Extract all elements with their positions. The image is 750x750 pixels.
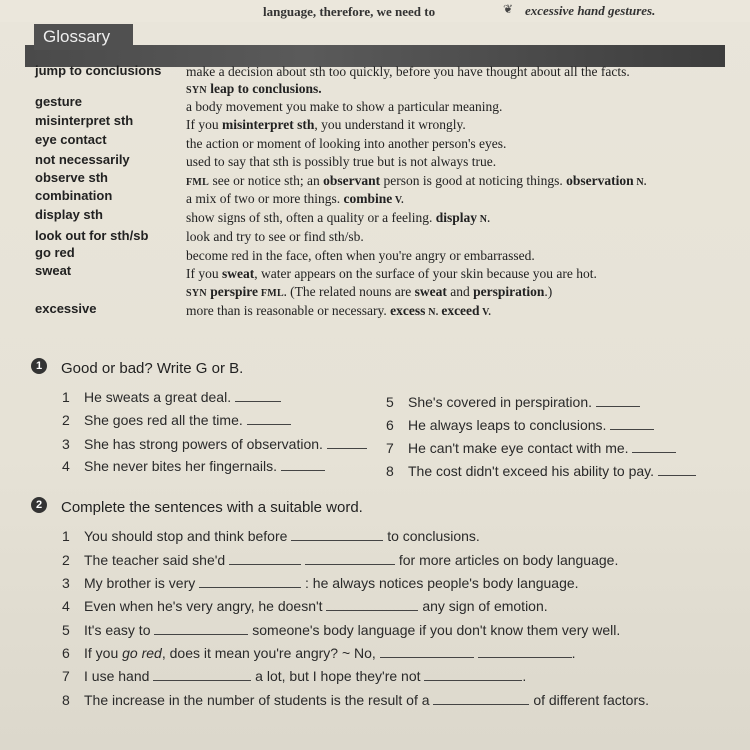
answer-blank[interactable] (658, 463, 696, 476)
def-text: .) (544, 284, 553, 299)
pos-tag: V. (479, 307, 492, 318)
ex2-item-4: 4 Even when he's very angry, he doesn't any sign of emotion. (62, 598, 548, 614)
def-bold: observation (566, 173, 634, 188)
glossary-term: go red (35, 245, 75, 260)
previous-text-right: excessive hand gestures. (525, 3, 656, 18)
glossary-title: Glossary (34, 24, 133, 50)
ex1-item-3: 3 She has strong powers of observation. (62, 436, 367, 452)
pos-tag: N. (633, 177, 647, 188)
exercise-1-number: 1 (31, 358, 47, 374)
glossary-definition: make a decision about sth too quickly, before you have thought about all the facts. (186, 64, 630, 79)
glossary-term: display sth (35, 207, 103, 222)
answer-blank[interactable] (380, 645, 474, 658)
ex2-item-1: 1 You should stop and think before to conclusions. (62, 528, 480, 544)
pos-tag: N. (477, 214, 491, 225)
answer-blank[interactable] (235, 389, 281, 402)
def-bold: sweat (222, 266, 255, 281)
glossary-term: gesture (35, 94, 82, 109)
pos-tag: V. (392, 195, 404, 206)
def-bold: perspire (210, 284, 259, 299)
ex2-item-3: 3 My brother is very : he always notices people's body language. (62, 575, 579, 591)
glossary-definition (186, 303, 491, 319)
ex1-item-7: 7 He can't make eye contact with me. (386, 440, 676, 456)
glossary-term: excessive (35, 301, 97, 316)
glossary-term: sweat (35, 263, 72, 278)
previous-text-left: language, therefore, we need to (263, 4, 436, 19)
answer-blank[interactable] (424, 668, 522, 681)
glossary-definition: a body movement you make to show a particular meaning. (186, 99, 503, 114)
glossary-definition (186, 210, 490, 226)
def-text: , water appears on the surface of your skin because you are hot. (254, 266, 597, 281)
answer-blank[interactable] (291, 528, 383, 541)
glossary-term: jump to conclusions (35, 63, 162, 78)
ex2-item-2: 2 The teacher said she'd for more articles on body language. (62, 552, 619, 568)
ex1-item-5: 5 She's covered in perspiration. (386, 394, 640, 410)
answer-blank[interactable] (305, 552, 395, 565)
exercise-1-title: Good or bad? Write G or B. (61, 360, 244, 377)
answer-blank[interactable] (247, 412, 291, 425)
def-bold: sweat (414, 284, 447, 299)
glossary-definition (186, 173, 647, 189)
def-text: and (446, 284, 474, 299)
glossary-definition: look and try to see or find sth/sb. (186, 229, 364, 244)
def-text: If you (186, 266, 222, 281)
glossary-term: not necessarily (35, 152, 130, 167)
answer-blank[interactable] (154, 622, 248, 635)
answer-blank[interactable] (326, 598, 418, 611)
glossary-term: observe sth (35, 170, 108, 185)
syn-label: SYN (186, 288, 207, 299)
answer-blank[interactable] (229, 552, 301, 565)
def-bold: excess (390, 303, 426, 318)
glossary-definition: used to say that sth is possibly true but is not always true. (186, 154, 497, 169)
def-bold: combine (343, 191, 393, 206)
fml-label: FML. (258, 288, 287, 299)
def-text: If you (186, 117, 222, 132)
glossary-definition (186, 266, 597, 282)
def-text: a mix of two or more things. (186, 191, 344, 206)
answer-blank[interactable] (478, 645, 572, 658)
glossary-definition (186, 81, 322, 97)
ex2-item-8: 8 The increase in the number of students is the result of a of different factors. (62, 692, 650, 708)
ex1-item-1: 1 He sweats a great deal. (62, 389, 281, 405)
synonym: leap to conclusions. (210, 81, 322, 96)
answer-blank[interactable] (632, 440, 676, 453)
ex1-item-8: 8 The cost didn't exceed his ability to pay. (386, 463, 696, 479)
syn-label: SYN (186, 85, 207, 96)
exercise-2-number: 2 (31, 497, 47, 513)
ex1-item-2: 2 She goes red all the time. (62, 412, 291, 428)
flower-bullet-icon: ❦ (503, 2, 514, 16)
glossary-term: eye contact (35, 132, 107, 147)
def-bold: misinterpret sth (222, 117, 315, 132)
ex2-item-7: 7 I use hand a lot, but I hope they're not . (62, 668, 527, 684)
pos-tag: N. (425, 307, 442, 318)
answer-blank[interactable] (153, 668, 251, 681)
glossary-definition: the action or moment of looking into another person's eyes. (186, 136, 507, 151)
exercise-2-title: Complete the sentences with a suitable word. (61, 499, 363, 516)
ex1-item-4: 4 She never bites her fingernails. (62, 458, 325, 474)
answer-blank[interactable] (433, 692, 529, 705)
answer-blank[interactable] (596, 394, 640, 407)
def-text: (The related nouns are (286, 284, 415, 299)
def-text: more than is reasonable or necessary. (186, 303, 391, 318)
fml-label: FML (186, 177, 210, 188)
answer-blank[interactable] (610, 417, 654, 430)
def-bold: exceed (441, 303, 480, 318)
ex2-item-6: 6 If you go red, does it mean you're angry? ~ No, . (62, 645, 576, 661)
answer-blank[interactable] (327, 436, 367, 449)
glossary-term: combination (35, 188, 113, 203)
def-text: show signs of sth, often a quality or a feeling. (186, 210, 436, 225)
def-bold: display (435, 210, 477, 225)
answer-blank[interactable] (199, 575, 301, 588)
def-text: see or notice sth; an (209, 173, 324, 188)
def-text: , you understand it wrongly. (314, 117, 466, 132)
glossary-definition (186, 191, 404, 207)
ex2-item-5: 5 It's easy to someone's body language if you don't know them very well. (62, 622, 621, 638)
def-bold: observant (323, 173, 381, 188)
def-bold: perspiration (473, 284, 545, 299)
glossary-definition (186, 117, 466, 133)
glossary-term: look out for sth/sb (35, 228, 149, 243)
glossary-term: misinterpret sth (35, 113, 134, 128)
answer-blank[interactable] (281, 458, 325, 471)
def-text: person is good at noticing things. (380, 173, 567, 188)
glossary-definition: become red in the face, often when you're angry or embarrassed. (186, 248, 535, 263)
glossary-definition (186, 284, 552, 300)
ex1-item-6: 6 He always leaps to conclusions. (386, 417, 654, 433)
